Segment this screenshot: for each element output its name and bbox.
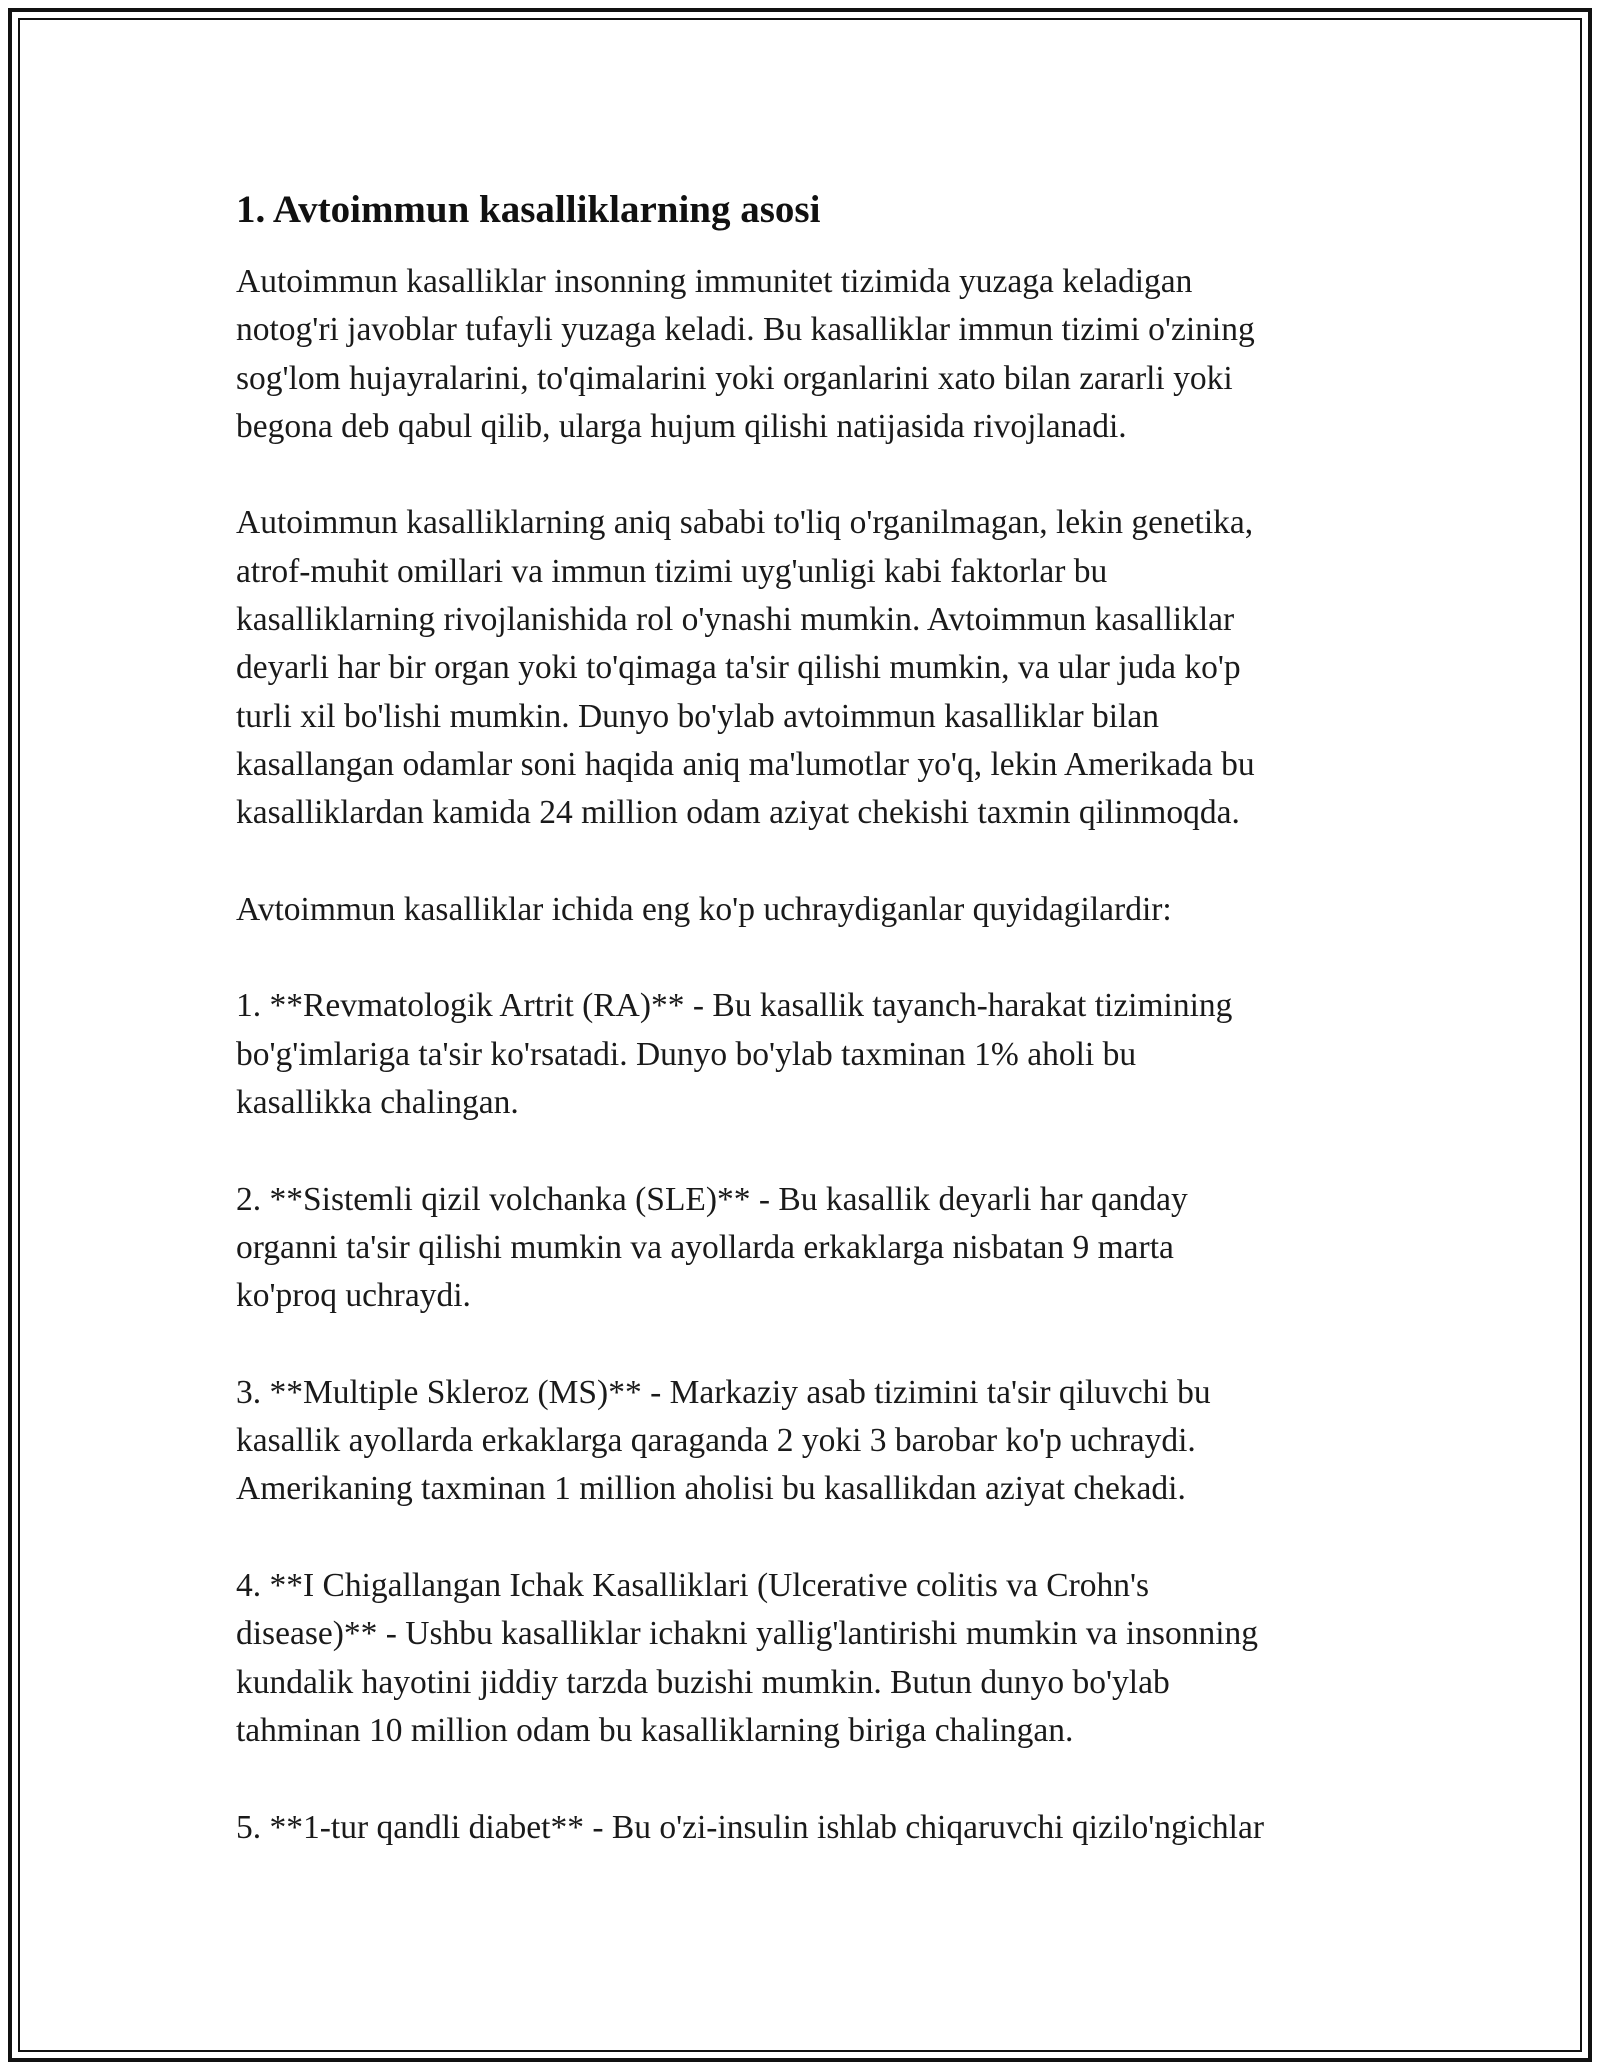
list-item-ra: 1. **Revmatologik Artrit (RA)** - Bu kasallik tayanch-harakat tizimining bo'g'imlariga ta'sir ko'rsatadi. Dunyo bo'ylab taxminan 1% aholi bu kasallikka chalingan. (236, 987, 1233, 1122)
paragraph-causes: Autoimmun kasalliklarning aniq sababi to'liq o'rganilmagan, lekin genetika, atrof-muhit omillari va immun tizimi uyg'unligi kabi faktorlar bu kasalliklarning rivojlanishida rol o'ynashi mumkin. Avtoimmun kasalliklar deyarli har bir organ yoki to'qimaga ta'sir qilishi mumkin, va ular juda ko'p turli xil bo'lishi mumkin. Dunyo bo'ylab avtoimmun kasalliklar bilan kasallangan odamlar soni haqida aniq ma'lumotlar yo'q, lekin Amerikada bu kasalliklardan kamida 24 million odam aziyat chekishi taxmin qilinmoqda. (236, 504, 1255, 832)
list-item-ibd: 4. **I Chigallangan Ichak Kasalliklari (Ulcerative colitis va Crohn's disease)** - Ushbu kasalliklar ichakni yallig'lantirishi mumkin va insonning kundalik hayotini jiddiy tarzda buzishi mumkin. Butun dunyo bo'ylab tahminan 10 million odam bu kasalliklarning biriga chalingan. (236, 1567, 1259, 1749)
list-item-diabetes: 5. **1-tur qandli diabet** - Bu o'zi-insulin ishlab chiqaruvchi qizilo'ngichlar (236, 1808, 1265, 1846)
list-item-ms: 3. **Multiple Skleroz (MS)** - Markaziy asab tizimini ta'sir qiluvchi bu kasallik ayollarda erkaklarga qaraganda 2 yoki 3 barobar ko'p uchraydi. Amerikaning taxminan 1 million aholisi bu kasallikdan aziyat chekadi. (236, 1373, 1211, 1508)
document-body (236, 186, 1386, 1852)
section-heading: 1. Avtoimmun kasalliklarning asosi (236, 188, 821, 231)
paragraph-intro: Autoimmun kasalliklar insonning immunitet tizimida yuzaga keladigan notog'ri javoblar tufayli yuzaga keladi. Bu kasalliklar immun tizimi o'zining sog'lom hujayralarini, to'qimalarini yoki organlarini xato bilan zararli yoki begona deb qabul qilib, ularga hujum qilishi natijasida rivojlanadi. (236, 263, 1255, 445)
paragraph-list-intro: Avtoimmun kasalliklar ichida eng ko'p uchraydiganlar quyidagilardir: (236, 890, 1172, 928)
list-item-sle: 2. **Sistemli qizil volchanka (SLE)** - Bu kasallik deyarli har qanday organni ta'sir qilishi mumkin va ayollarda erkaklarga nisbatan 9 marta ko'proq uchraydi. (236, 1180, 1188, 1315)
